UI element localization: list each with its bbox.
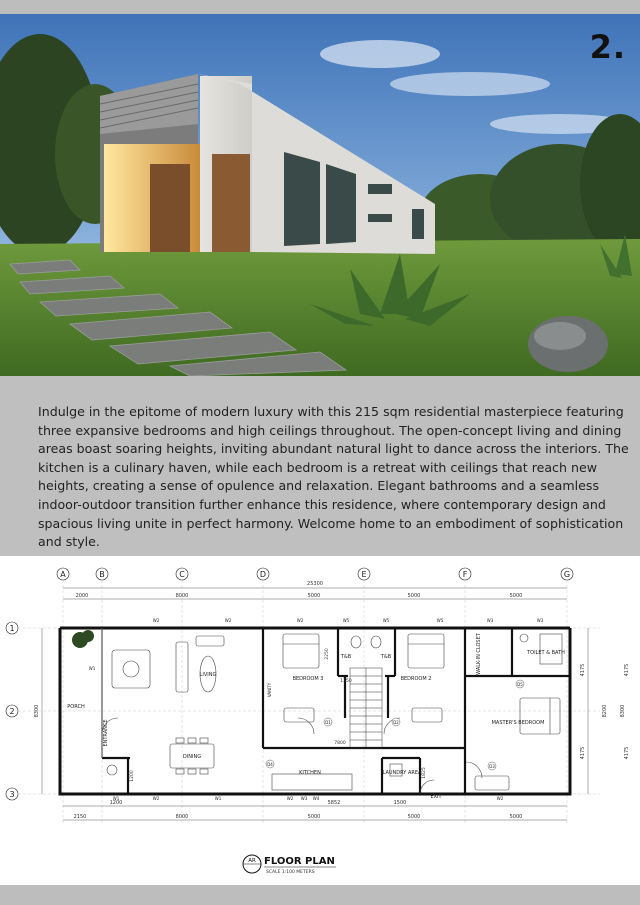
dim-bottom-sub-2: 5852	[327, 800, 341, 806]
dim-bottom-1: 2150	[73, 814, 87, 820]
grid-bubble-f	[459, 568, 471, 580]
dim-bottom-sub-3: 1500	[393, 800, 407, 806]
floor-plan-drawing	[0, 558, 640, 885]
floor-plan-title-block	[243, 855, 336, 875]
dim-right-1: 4175	[580, 663, 586, 677]
window-tag: W5	[342, 618, 350, 623]
room-label-bedroom-3: BEDROOM 3	[292, 676, 324, 682]
window-tag: W5	[436, 618, 444, 623]
dim-left: 8300	[34, 704, 40, 718]
room-label-toilet-bath: TOILET & BATH	[527, 650, 565, 656]
floor-plan-scale: SCALE 1:100 METERS	[266, 870, 315, 875]
window-tag: W2	[496, 796, 504, 801]
grid-bubble-g	[561, 568, 573, 580]
dim-bottom-5: 5000	[509, 814, 523, 820]
grid-bubble-a	[57, 568, 69, 580]
dim-top-4: 5000	[407, 593, 421, 599]
house-rendering-image	[0, 14, 640, 376]
grid-bubble-c	[176, 568, 188, 580]
dim-bottom-2: 8000	[175, 814, 189, 820]
bottom-bar	[0, 885, 640, 905]
dim-overall: 25300	[307, 581, 323, 587]
floor-plan-tag: AR	[248, 858, 256, 864]
svg-text:3: 3	[9, 790, 15, 799]
dim-top-5: 5000	[509, 593, 523, 599]
window-tag: W1	[214, 796, 222, 801]
dim-interior-4: 1825	[422, 767, 427, 779]
door-tag: D4	[267, 762, 273, 767]
svg-text:G: G	[563, 570, 571, 579]
window-tag: W5	[382, 618, 390, 623]
window-tag: W3	[486, 618, 494, 623]
room-label-vanity: VANITY	[267, 682, 272, 698]
window-tag: W1	[112, 796, 120, 801]
room-label-entrance: ENTRANCE	[103, 719, 109, 747]
door-tag: D3	[489, 764, 495, 769]
door-tag: D2	[393, 720, 399, 725]
grid-bubble-d	[257, 568, 269, 580]
dim-bottom-4: 5000	[407, 814, 421, 820]
dim-interior-2: 1350	[340, 679, 352, 684]
room-label-tb-2: T&B	[380, 654, 392, 660]
room-label-laundry: LAUNDRY AREA	[382, 770, 422, 776]
svg-text:D: D	[259, 570, 267, 579]
window-tag: W2	[296, 618, 304, 623]
grid-bubble-1	[6, 622, 18, 634]
svg-text:C: C	[179, 570, 185, 579]
floor-plan-title: FLOOR PLAN	[264, 856, 335, 867]
grid-bubble-2	[6, 705, 18, 717]
room-label-exit: EXIT	[430, 794, 442, 800]
grid-bubble-b	[96, 568, 108, 580]
svg-text:F: F	[462, 570, 468, 579]
door-tag: D5	[517, 682, 523, 687]
room-label-dining: DINING	[182, 754, 202, 760]
dim-right-5: 4175	[624, 663, 630, 677]
svg-text:E: E	[361, 570, 367, 579]
svg-text:1: 1	[9, 624, 15, 633]
room-label-living: LIVING	[199, 672, 217, 678]
dim-interior-1: 2250	[325, 648, 330, 660]
window-tag: W2	[152, 618, 160, 623]
window-tag: W2	[286, 796, 294, 801]
dim-right-4: 8300	[620, 704, 626, 718]
svg-text:B: B	[99, 570, 105, 579]
room-label-master-bedroom: MASTER'S BEDROOM	[491, 720, 545, 726]
svg-text:A: A	[60, 570, 66, 579]
room-label-bedroom-2: BEDROOM 2	[400, 676, 432, 682]
dim-bottom-3: 5000	[307, 814, 321, 820]
window-tag: W1	[88, 666, 96, 671]
dim-bottom-sub-1: 1200	[109, 800, 123, 806]
room-label-kitchen: KITCHEN	[299, 770, 321, 776]
window-tag: W2	[152, 796, 160, 801]
dim-interior-3: 7800	[334, 741, 346, 746]
dim-top-1: 2000	[75, 593, 89, 599]
grid-bubble-3	[6, 788, 18, 800]
room-label-walkin-closet: WALK-IN CLOSET	[476, 633, 482, 675]
window-tag: W2	[224, 618, 232, 623]
dim-right-3: 8200	[602, 704, 608, 718]
window-tag: W4	[312, 796, 320, 801]
dim-right-6: 4175	[624, 746, 630, 760]
grid-bubble-e	[358, 568, 370, 580]
description-text: Indulge in the epitome of modern luxury with this 215 sqm residential masterpiece featuring three expansive bedrooms and high ceilings throughout. The open-concept living and dining areas boast soaring heights, inviting abundant natural light to dance across the interiors. The kitchen is a culinary haven, while each bedroom is a retreat with ceilings that reach new heights, creating a sense of opulence and relaxation. Elegant bathrooms and a seamless indoor-outdoor transition further enhance this residence, where contemporary design and spacious living unite in perfect harmony. Welcome home to an embodiment of sophistication and style.	[38, 404, 629, 550]
top-bar	[0, 0, 640, 14]
window-tag: W3	[300, 796, 308, 801]
room-label-porch: PORCH	[67, 704, 85, 710]
page-number: 2.	[589, 28, 626, 66]
svg-text:2: 2	[9, 707, 15, 716]
window-tag: W3	[536, 618, 544, 623]
dim-top-2: 8000	[175, 593, 189, 599]
dim-top-3: 5000	[307, 593, 321, 599]
room-label-tb-1: T&B	[340, 654, 352, 660]
dim-interior-5: 1200	[130, 770, 135, 782]
door-tag: D1	[325, 720, 331, 725]
dim-right-2: 4175	[580, 746, 586, 760]
